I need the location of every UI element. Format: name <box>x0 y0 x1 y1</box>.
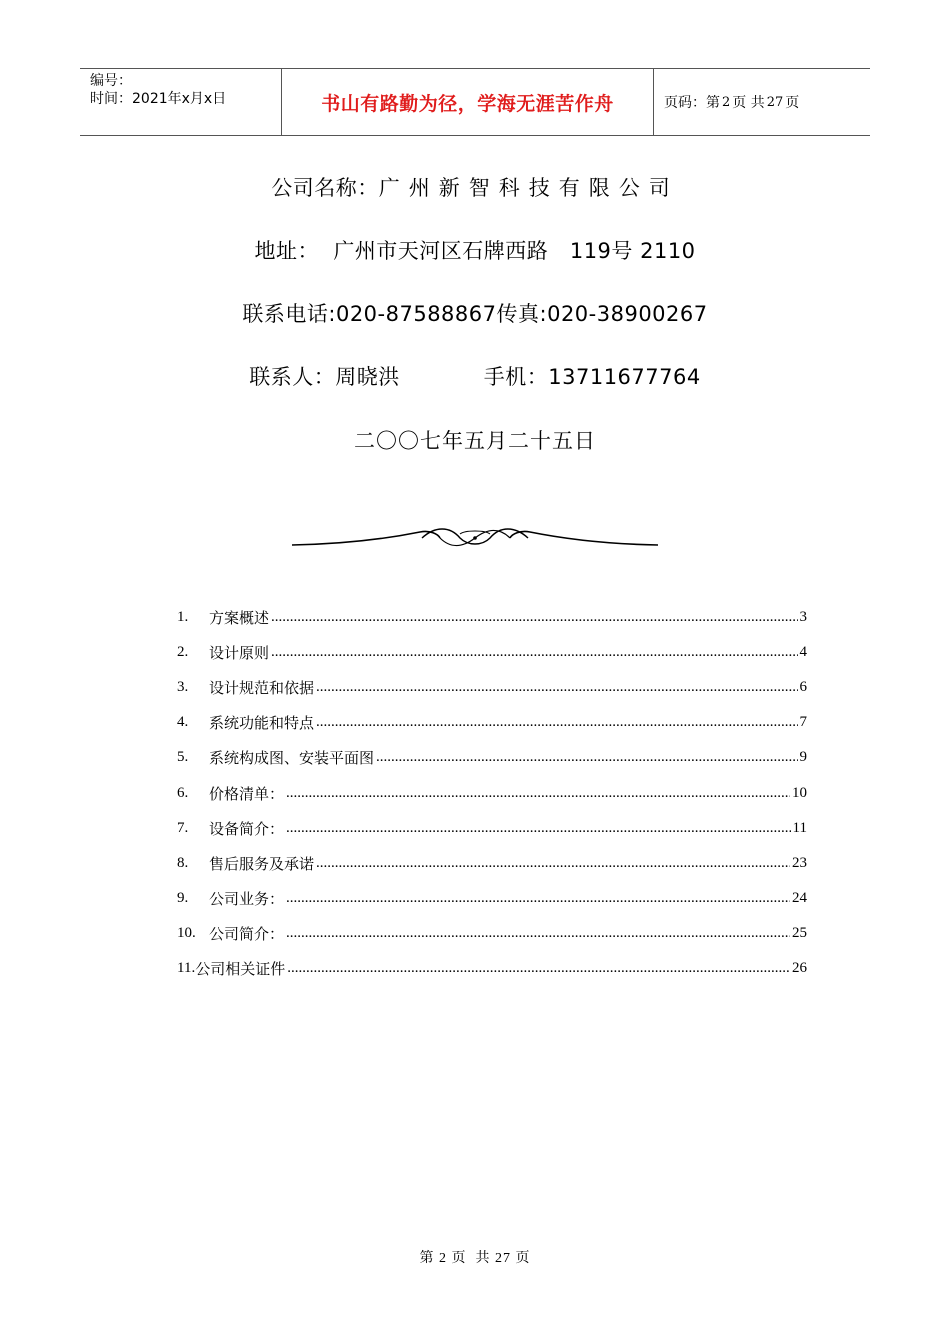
header-page-info: 页码：第 2 页 共 27 页 <box>664 94 800 111</box>
toc-item[interactable] <box>177 881 807 916</box>
toc-item-title: 设备简介： <box>209 821 285 838</box>
phone-line: 联系电话:020-87588867传真:020-38900267 <box>242 302 708 326</box>
toc-item-number: 2. <box>177 644 189 661</box>
header-time: 时间：2021年x月x日 <box>90 91 227 107</box>
toc-item[interactable] <box>177 846 807 881</box>
toc-item[interactable] <box>177 600 807 635</box>
toc-item-title: 售后服务及承诺 <box>209 856 315 873</box>
toc-leader-dots <box>286 820 791 837</box>
toc-item-page: 9 <box>799 749 807 766</box>
toc-item-title: 价格清单： <box>209 786 285 803</box>
toc-item-number: 5. <box>177 749 189 766</box>
contact-line: 联系人：周晓洪 手机：13711677764 <box>249 365 701 389</box>
toc-item-number: 3. <box>177 679 189 696</box>
toc-item-number: 9. <box>177 889 189 906</box>
toc-item-page: 25 <box>792 924 807 941</box>
toc-item-page: 26 <box>792 959 807 976</box>
toc-item-number: 8. <box>177 854 189 871</box>
table-of-contents <box>177 600 807 986</box>
toc-item-title: 设计规范和依据 <box>209 681 315 698</box>
page-header <box>80 68 870 136</box>
toc-item-page: 11 <box>792 819 807 836</box>
toc-leader-dots <box>286 925 790 942</box>
fax-value: 020-38900267 <box>547 302 708 326</box>
mobile-value: 13711677764 <box>548 365 701 389</box>
toc-item[interactable] <box>177 740 807 775</box>
toc-leader-dots <box>316 679 797 696</box>
toc-item-page: 10 <box>792 784 807 801</box>
header-time-value: 2021年x月x日 <box>132 91 227 107</box>
toc-item[interactable] <box>177 951 807 986</box>
toc-item[interactable] <box>177 916 807 951</box>
toc-leader-dots <box>316 855 790 872</box>
toc-item[interactable] <box>177 705 807 740</box>
header-number: 编号： <box>90 73 132 89</box>
toc-leader-dots <box>271 644 797 661</box>
address-value: 广州市天河区石牌西路 119号 2110 <box>333 239 696 263</box>
toc-item-title: 公司业务： <box>209 891 285 908</box>
toc-item[interactable] <box>177 775 807 810</box>
toc-item-number: 6. <box>177 784 189 801</box>
phone-value: 020-87588867 <box>335 302 497 326</box>
ornamental-divider-icon <box>290 520 660 556</box>
toc-leader-dots <box>286 890 790 907</box>
toc-leader-dots <box>376 749 797 766</box>
toc-item-page: 6 <box>799 679 807 696</box>
toc-item-page: 23 <box>792 854 807 871</box>
toc-item-number: 7. <box>177 819 189 836</box>
toc-item-number: 10. <box>177 924 196 941</box>
toc-item-number: 4. <box>177 714 189 731</box>
toc-leader-dots <box>316 714 797 731</box>
toc-item[interactable] <box>177 811 807 846</box>
toc-item-title: 方案概述 <box>209 611 270 628</box>
header-motto: 书山有路勤为径，学海无涯苦作舟 <box>282 69 654 135</box>
address-line: 地址： 广州市天河区石牌西路 119号 2110 <box>254 239 696 263</box>
header-meta <box>80 69 282 135</box>
toc-leader-dots <box>271 609 797 626</box>
toc-item-title: 系统构成图、安装平面图 <box>209 751 375 768</box>
toc-item-number: 11. <box>177 959 196 976</box>
document-date: 二〇〇七年五月二十五日 <box>354 429 596 453</box>
toc-item-title: 公司简介： <box>209 926 285 943</box>
toc-item-page: 7 <box>799 714 807 731</box>
toc-item-page: 24 <box>792 889 807 906</box>
toc-item-title: 设计原则 <box>209 646 270 663</box>
company-name-line: 公司名称：广州新智科技有限公司 <box>271 176 679 200</box>
toc-leader-dots <box>287 960 790 977</box>
toc-item[interactable] <box>177 670 807 705</box>
toc-item-title: 公司相关证件 <box>195 961 286 978</box>
toc-item-page: 3 <box>799 609 807 626</box>
contact-name: 周晓洪 <box>335 365 400 389</box>
toc-leader-dots <box>286 785 790 802</box>
company-name: 广州新智科技有限公司 <box>378 176 679 200</box>
toc-item-page: 4 <box>799 644 807 661</box>
toc-item-title: 系统功能和特点 <box>209 716 315 733</box>
page-footer: 第 2 页 共 27 页 <box>419 1251 531 1266</box>
toc-item-number: 1. <box>177 609 189 626</box>
toc-item[interactable] <box>177 635 807 670</box>
